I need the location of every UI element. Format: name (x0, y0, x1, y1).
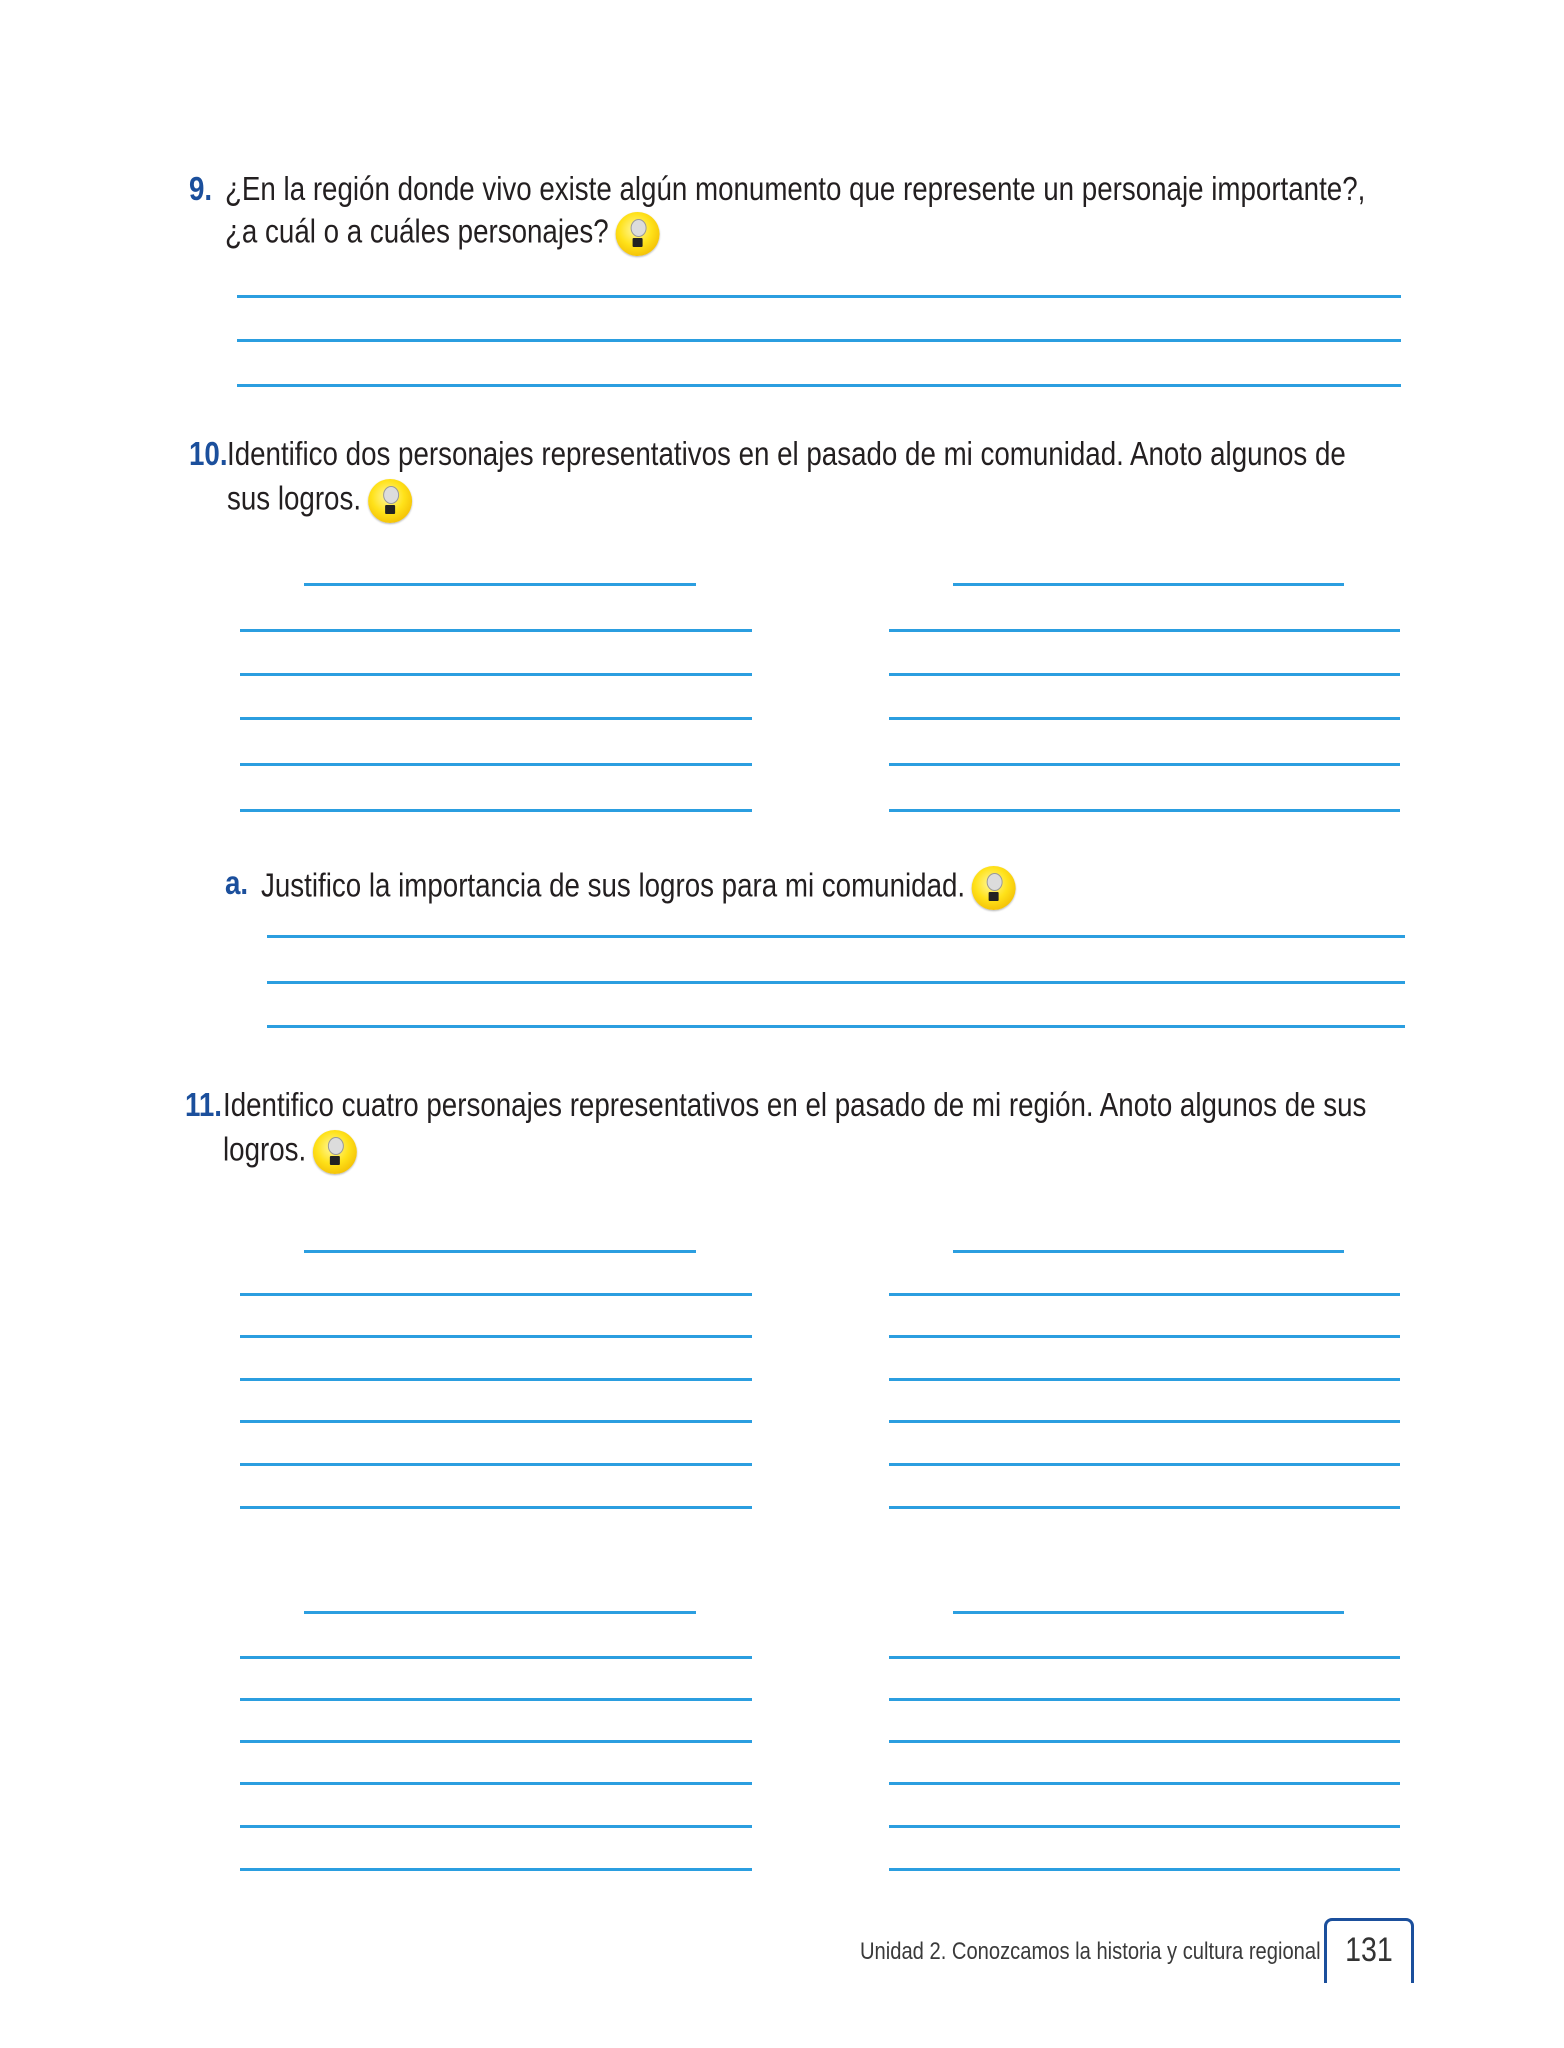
question-10-number: 10. (189, 435, 228, 472)
answer-line[interactable] (240, 1463, 752, 1466)
question-11-line-2: logros. (223, 1130, 307, 1168)
answer-line[interactable] (240, 1506, 752, 1509)
answer-line[interactable] (889, 1506, 1400, 1509)
answer-line[interactable] (267, 935, 1405, 938)
answer-line[interactable] (237, 384, 1401, 387)
question-11-number: 11. (185, 1086, 223, 1123)
answer-line[interactable] (889, 1782, 1400, 1785)
answer-line[interactable] (240, 1335, 752, 1338)
answer-line[interactable] (889, 1656, 1400, 1659)
subquestion-a-wrap (261, 866, 1009, 910)
question-10-line-2-wrap (227, 479, 405, 523)
answer-line[interactable] (240, 629, 752, 632)
answer-line[interactable] (240, 1782, 752, 1785)
question-11-line-1: Identifico cuatro personajes representativos en el pasado de mi región. Anoto algunos de sus (223, 1086, 1367, 1123)
answer-line[interactable] (240, 763, 752, 766)
answer-line[interactable] (889, 673, 1400, 676)
answer-line[interactable] (240, 1420, 752, 1423)
question-9-line-2-wrap (225, 212, 652, 256)
answer-line[interactable] (237, 295, 1401, 298)
lightbulb-icon (972, 866, 1016, 910)
question-10-line-1: Identifico dos personajes representativos en el pasado de mi comunidad. Anoto algunos de (227, 435, 1346, 472)
answer-line[interactable] (240, 673, 752, 676)
answer-line[interactable] (240, 1378, 752, 1381)
question-10-line-2: sus logros. (227, 479, 362, 517)
answer-line[interactable] (267, 1025, 1405, 1028)
lightbulb-icon (615, 212, 659, 256)
answer-line[interactable] (889, 1293, 1400, 1296)
answer-line[interactable] (889, 809, 1400, 812)
answer-line[interactable] (240, 1740, 752, 1743)
answer-line[interactable] (889, 717, 1400, 720)
answer-line[interactable] (889, 1825, 1400, 1828)
answer-line[interactable] (240, 717, 752, 720)
answer-line[interactable] (889, 1335, 1400, 1338)
name-line[interactable] (953, 583, 1344, 586)
answer-line[interactable] (240, 1698, 752, 1701)
answer-line[interactable] (240, 1293, 752, 1296)
subquestion-a-letter: a. (225, 864, 249, 901)
question-9-line-1: ¿En la región donde vivo existe algún monumento que represente un personaje importante?, (225, 170, 1366, 207)
question-9-line-2: ¿a cuál o a cuáles personajes? (225, 212, 609, 250)
name-line[interactable] (304, 1611, 696, 1614)
page-number: 131 (1345, 1931, 1393, 1969)
footer-unit-title: Unidad 2. Conozcamos la historia y cultura regional (860, 1938, 1321, 1965)
answer-line[interactable] (889, 1378, 1400, 1381)
name-line[interactable] (304, 1250, 696, 1253)
answer-line[interactable] (889, 1698, 1400, 1701)
answer-line[interactable] (889, 763, 1400, 766)
name-line[interactable] (953, 1611, 1344, 1614)
lightbulb-icon (368, 479, 412, 523)
answer-line[interactable] (889, 1420, 1400, 1423)
name-line[interactable] (953, 1250, 1344, 1253)
answer-line[interactable] (240, 809, 752, 812)
question-11-line-2-wrap (223, 1130, 350, 1174)
answer-line[interactable] (889, 629, 1400, 632)
name-line[interactable] (304, 583, 696, 586)
answer-line[interactable] (889, 1868, 1400, 1871)
subquestion-a-text: Justifico la importancia de sus logros para mi comunidad. (261, 866, 966, 904)
question-9-number: 9. (189, 170, 213, 207)
answer-line[interactable] (240, 1656, 752, 1659)
answer-line[interactable] (237, 339, 1401, 342)
page-number-box (1324, 1918, 1414, 1983)
answer-line[interactable] (889, 1463, 1400, 1466)
answer-line[interactable] (240, 1825, 752, 1828)
answer-line[interactable] (889, 1740, 1400, 1743)
answer-line[interactable] (240, 1868, 752, 1871)
answer-line[interactable] (267, 981, 1405, 984)
lightbulb-icon (313, 1130, 357, 1174)
